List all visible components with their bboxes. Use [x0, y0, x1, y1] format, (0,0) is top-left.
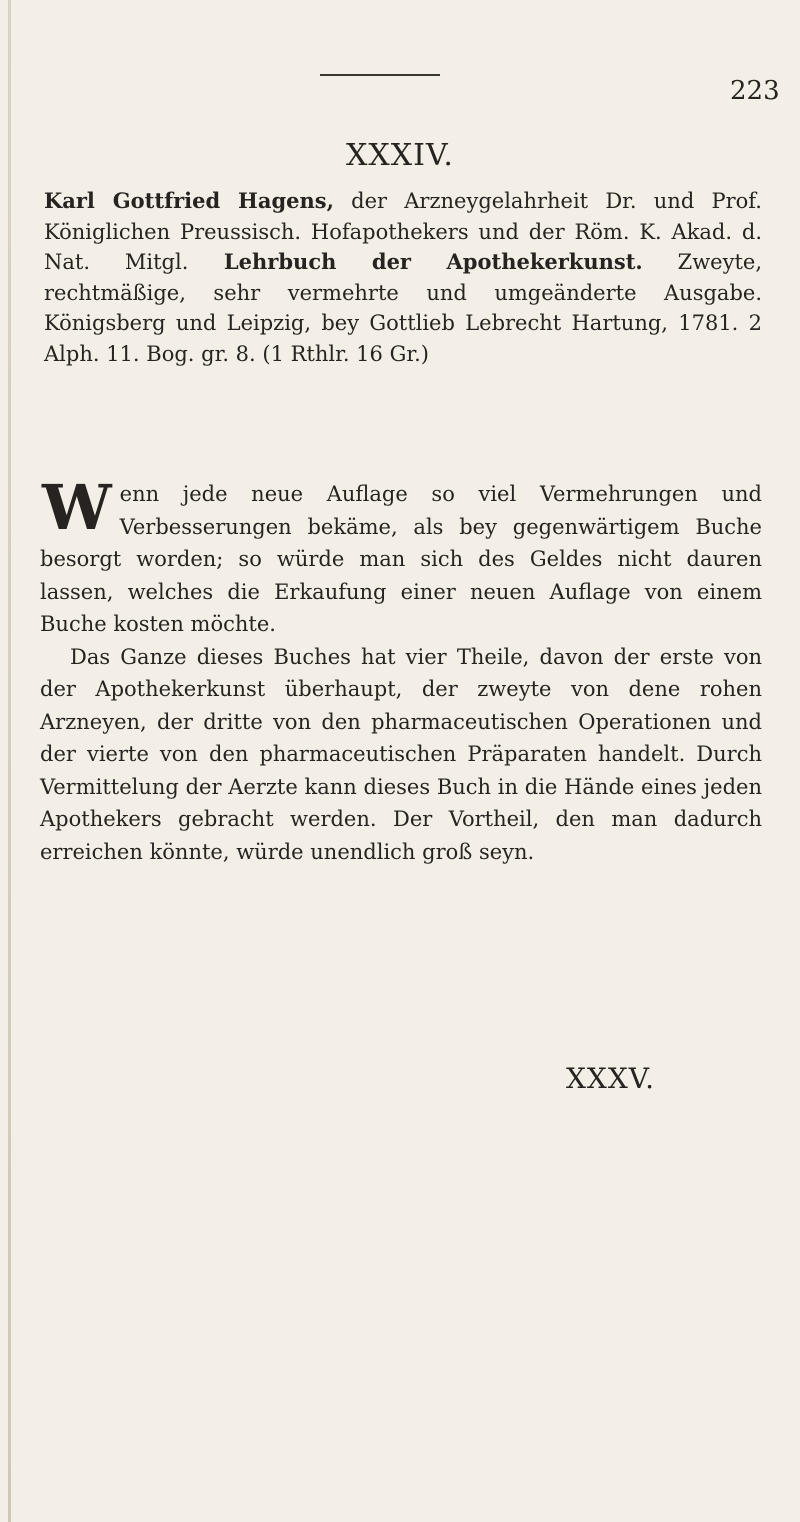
reference-credentials: der Arzneygelahrheit Dr. und Prof. Königlichen Preussisch. Hofapothekers und der Röm. K. Akad. d. Nat. Mitgl. — [44, 189, 762, 274]
drop-cap: W — [42, 471, 112, 544]
section-heading: XXXIV. — [346, 138, 454, 173]
paragraph-1-text: enn jede neue Auflage so viel Vermehrungen und Verbesserungen bekäme, als bey gegenwärtigem Buche besorgt worden; so würde man sich des Geldes nicht dauren lassen, welches die Erkaufung einer neuen Auflage von einem Buche kosten möchte. — [40, 482, 762, 636]
book-reference — [44, 186, 762, 369]
paragraph-2: Das Ganze dieses Buches hat vier Theile, davon der erste von der Apothekerkunst überhaupt, der zweyte von dene rohen Arzneyen, der dritte von den pharmaceutischen Operationen und der vierte von den pharmaceutischen Präparaten handelt. Durch Vermittelung der Aerzte kann dieses Buch in die Hände eines jeden Apothekers gebracht werden. Der Vortheil, den man dadurch erreichen könnte, würde unendlich groß seyn. — [40, 644, 762, 864]
page-edge-shadow — [8, 0, 11, 1522]
paragraph-1 — [40, 471, 762, 641]
header-rule — [320, 74, 440, 76]
reference-publication: Zweyte, rechtmäßige, sehr vermehrte und umgeänderte Ausgabe. Königsberg und Leipzig, bey Gottlieb Lebrecht Hartung, 1781. 2 Alph. 11. Bog. gr. 8. (1 Rthlr. 16 Gr.) — [44, 250, 762, 366]
page-number: 223 — [730, 76, 780, 106]
catchword: XXXV. — [566, 1062, 656, 1095]
reference-title: Lehrbuch der Apothekerkunst. — [188, 249, 643, 274]
reference-author: Karl Gottfried Hagens, — [44, 188, 334, 213]
review-body — [40, 471, 762, 868]
